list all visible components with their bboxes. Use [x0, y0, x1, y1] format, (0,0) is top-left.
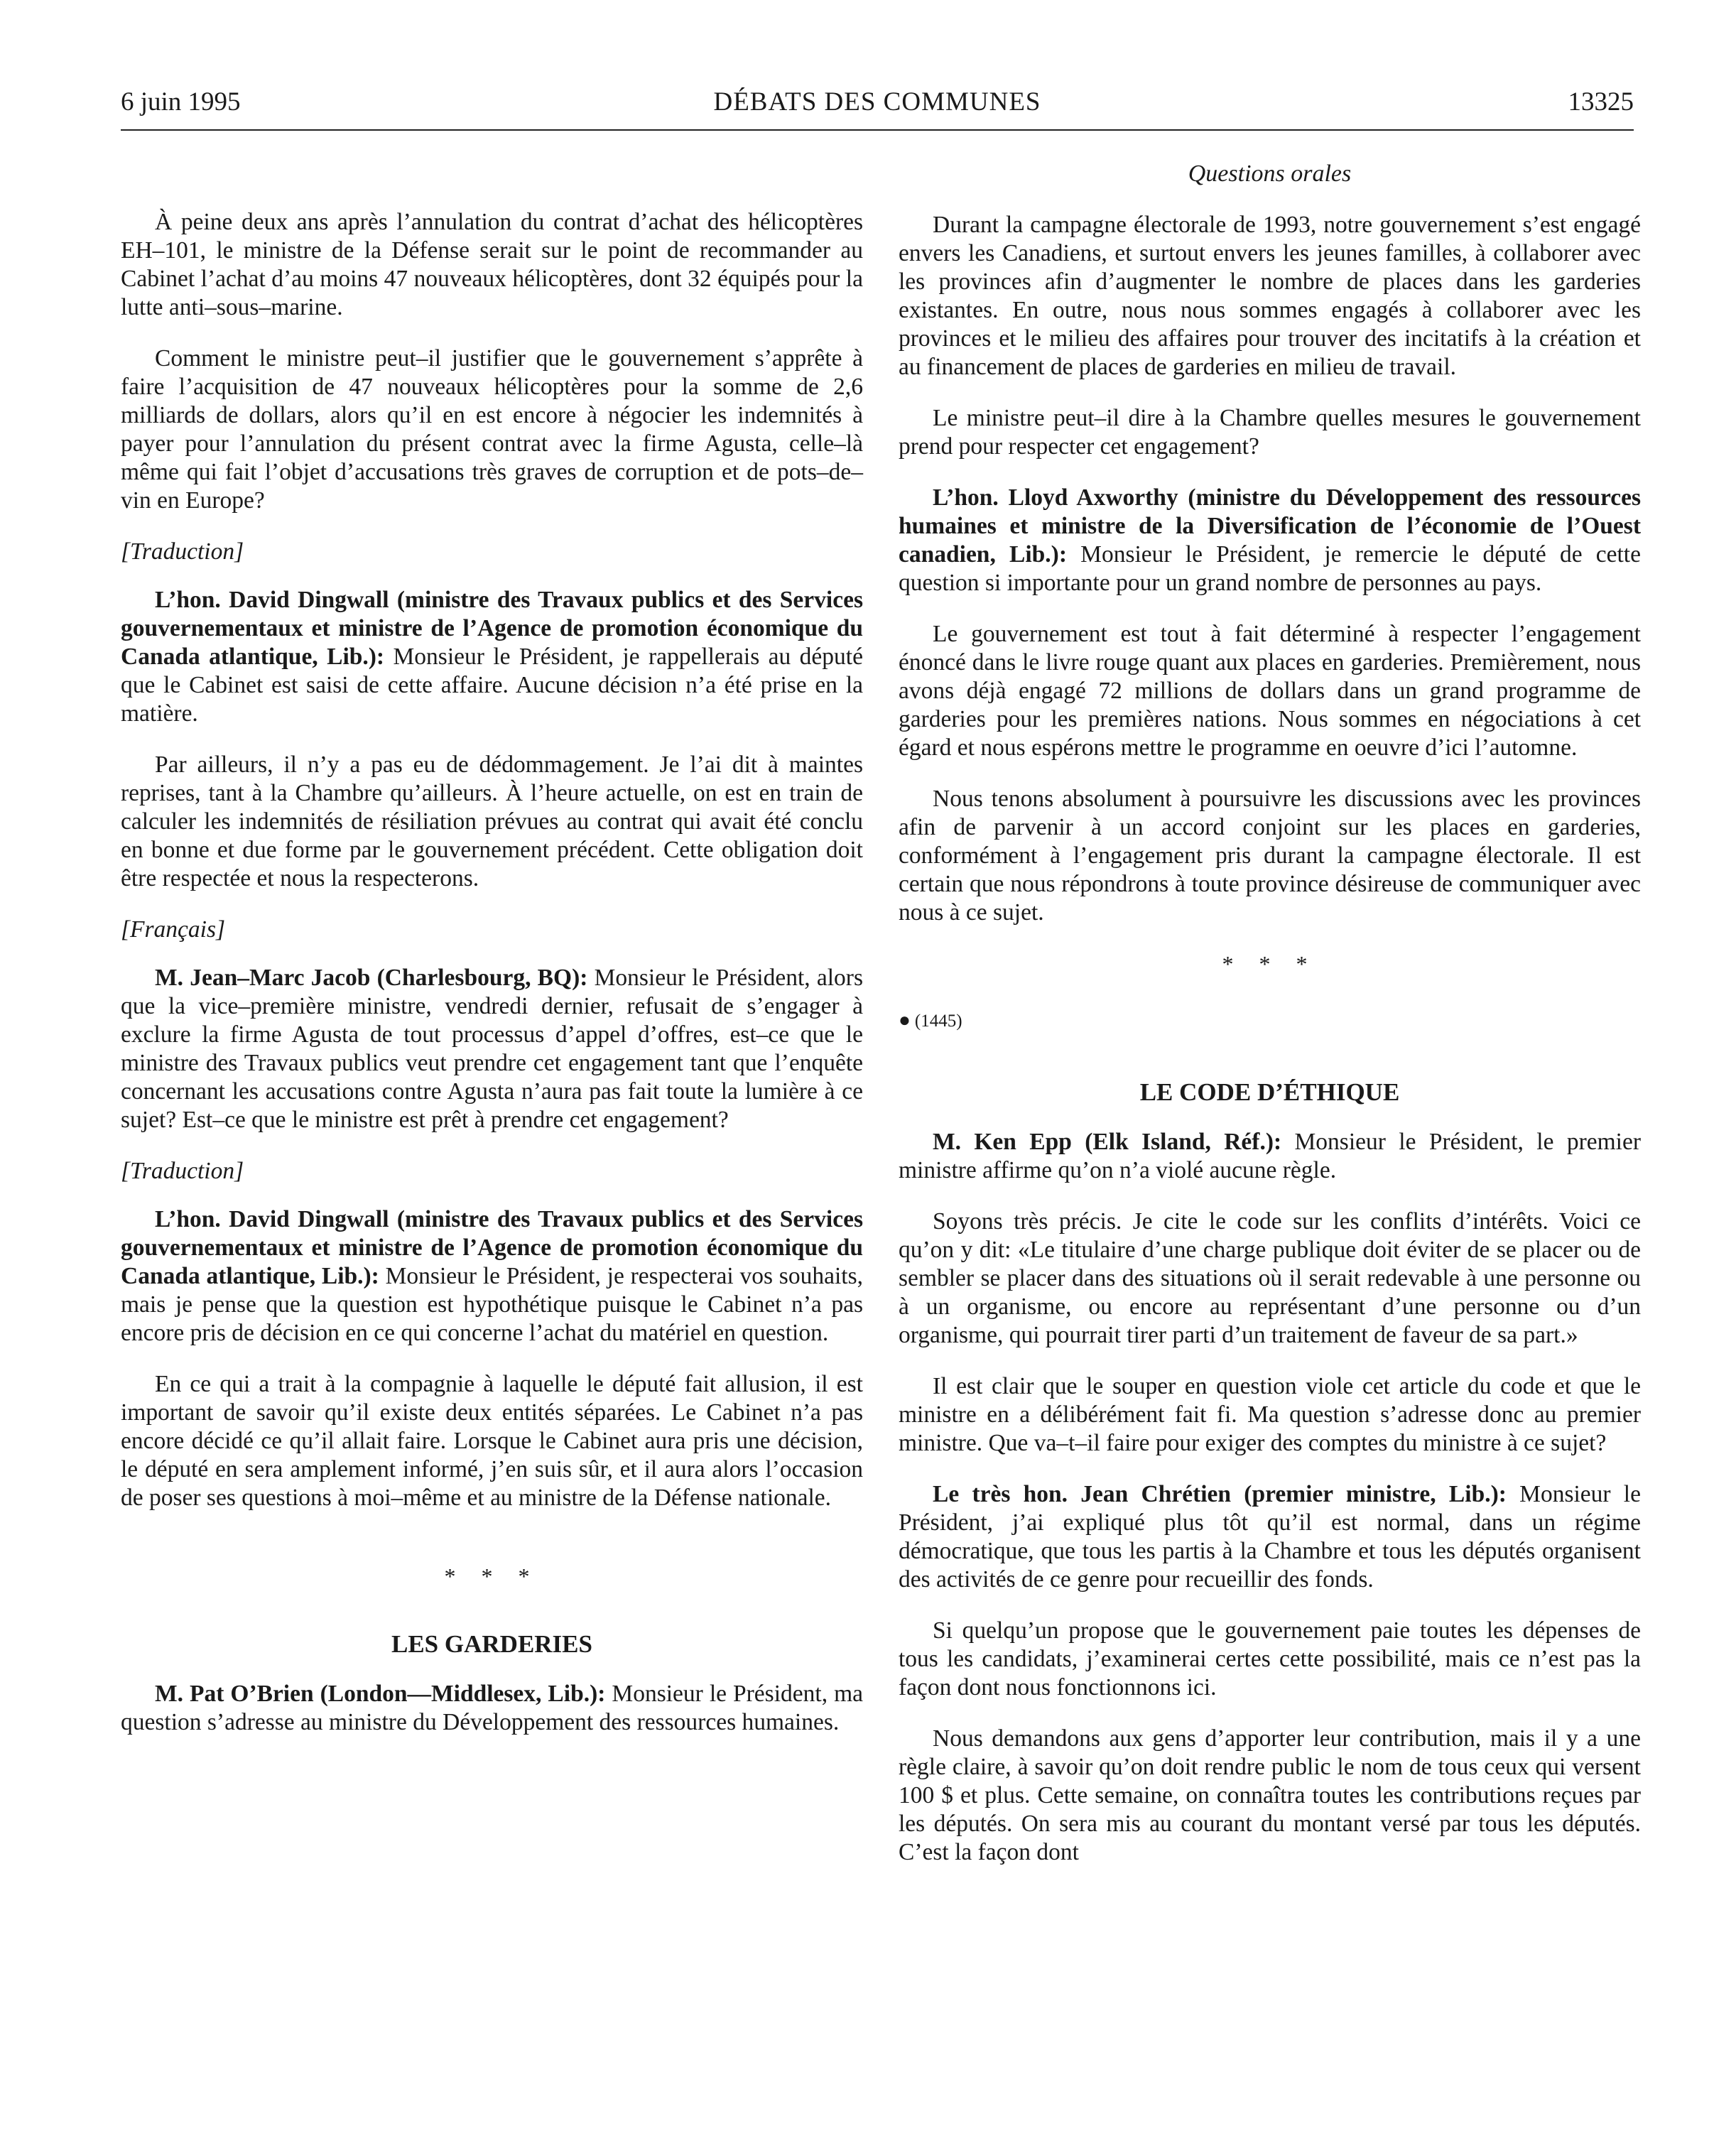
speech-paragraph: [899, 484, 1641, 597]
time-stamp-text: (1445): [914, 1011, 962, 1031]
header-page-number: 13325: [1568, 87, 1634, 116]
speaker-name: M. Pat O’Brien (London—Middlesex, Lib.):: [155, 1681, 606, 1707]
paragraph: Nous tenons absolument à poursuivre les discussions avec les provinces afin de parvenir à un accord conjoint sur les places en garderies, conformément à l’engagement pris durant la campagne électorale. Il est certain que nous répondrons à toute province désireuse de communiquer avec nous à ce sujet.: [899, 786, 1641, 926]
language-marker: [Traduction]: [121, 538, 244, 565]
paragraph: Comment le ministre peut–il justifier que le gouvernement s’apprête à faire l’acquisition de 47 nouveaux hélicoptères pour la somme de 2,6 milliards de dollars, alors qu’il en est encore à négocier les indemnités à payer pour l’annulation du présent contrat avec la firme Agusta, celle–là même qui fait l’objet d’accusations très graves de corruption et de pots–de–vin en Europe?: [121, 345, 863, 514]
left-column: [121, 160, 863, 2106]
bullet-icon: ●: [899, 1009, 911, 1031]
page-header: [121, 84, 1634, 131]
speech-text: Monsieur le Président, je rappellerais au député que le Cabinet est saisi de cette affaire. Aucune décision n’a été prise en la matière.: [121, 644, 863, 727]
speaker-name: M. Ken Epp (Elk Island, Réf.):: [933, 1129, 1282, 1155]
speech-text: Monsieur le Président, je remercie le député de cette question si importante pour un grand nombre de personnes au pays.: [899, 541, 1641, 596]
section-separator: * * *: [444, 1563, 540, 1589]
paragraph: Nous demandons aux gens d’apporter leur contribution, mais il y a une règle claire, à savoir qu’on doit rendre public le nom de tous ceux qui versent 100 $ et plus. Cette semaine, on connaîtra toutes les contributions reçues par les députés. On sera mis au courant du montant versé par tous les députés. C’est la façon dont: [899, 1725, 1641, 1865]
speaker-name: L’hon. David Dingwall (ministre des Travaux publics et des Services gouvernementaux et ministre de l’Agence de promotion économique du Canada atlantique, Lib.):: [121, 587, 863, 670]
header-date: 6 juin 1995: [121, 87, 241, 116]
section-separator: * * *: [1222, 951, 1318, 977]
paragraph: Par ailleurs, il n’y a pas eu de dédommagement. Je l’ai dit à maintes reprises, tant à la Chambre qu’ailleurs. À l’heure actuelle, on est en train de calculer les indemnités de résiliation prévues au contrat qui avait été conclu en bonne et due forme par le gouvernement précédent. Cette obligation doit être respectée et nous la respecterons.: [121, 752, 863, 891]
language-marker: [Français]: [121, 916, 226, 943]
speech-text: Monsieur le Président, le premier ministre affirme qu’on n’a violé aucune règle.: [899, 1129, 1641, 1183]
section-heading: LE CODE D’ÉTHIQUE: [1139, 1078, 1400, 1106]
time-stamp: [899, 1007, 1641, 1036]
paragraph: Il est clair que le souper en question viole cet article du code et que le ministre en a délibérément fait fi. Ma question s’adresse donc au premier ministre. Que va–t–il faire pour exiger des comptes du ministre à ce sujet?: [899, 1373, 1641, 1456]
paragraph: Durant la campagne électorale de 1993, notre gouvernement s’est engagé envers les Canadiens, et surtout envers les jeunes familles, à collaborer avec les provinces afin d’augmenter le nombre de places dans les garderies existantes. En outre, nous nous sommes engagés à collaborer avec les provinces et le milieu des affaires pour trouver des incitatifs à la création et au financement de places de garderies en milieu de travail.: [899, 212, 1641, 380]
speaker-name: Le très hon. Jean Chrétien (premier ministre, Lib.):: [933, 1481, 1507, 1507]
speech-text: Monsieur le Président, j’ai expliqué plus tôt qu’il est normal, dans un régime démocratique, que tous les partis à la Chambre et tous les députés organisent des activités de ce genre pour recueillir des fonds.: [899, 1481, 1641, 1593]
paragraph: Soyons très précis. Je cite le code sur les conflits d’intérêts. Voici ce qu’on y dit: «Le titulaire d’une charge publique doit éviter de se placer ou de sembler se placer dans des situations où il serait redevable à une personne ou à un organisme, ou encore au représentant d’une personne ou d’un organisme, qui pourrait tirer parti d’un traitement de faveur de sa part.»: [899, 1208, 1641, 1348]
speaker-name: L’hon. Lloyd Axworthy (ministre du Développement des ressources humaines et ministre de la Diversification de l’économie de l’Ouest canadien, Lib.):: [899, 484, 1641, 568]
language-marker: [Traduction]: [121, 1158, 244, 1184]
speaker-name: L’hon. David Dingwall (ministre des Travaux publics et des Services gouvernementaux et ministre de l’Agence de promotion économique du Canada atlantique, Lib.):: [121, 1206, 863, 1289]
running-title: Questions orales: [1188, 161, 1352, 187]
speech-paragraph: [121, 1205, 863, 1347]
speech-paragraph: [121, 964, 863, 1134]
speech-paragraph: [121, 1680, 863, 1737]
section-heading: LES GARDERIES: [391, 1630, 592, 1658]
speech-paragraph: [899, 1480, 1641, 1594]
paragraph: Le gouvernement est tout à fait déterminé à respecter l’engagement énoncé dans le livre rouge quant aux places en garderies. Premièrement, nous avons déjà engagé 72 millions de dollars dans un grand programme de garderies pour les premières nations. Nous sommes en négociations à cet égard et nous espérons mettre le programme en oeuvre d’ici l’automne.: [899, 621, 1641, 761]
speech-text: Monsieur le Président, je respecterai vos souhaits, mais je pense que la question est hypothétique puisque le Cabinet n’a pas encore pris de décision en ce qui concerne l’achat du matériel en question.: [121, 1263, 863, 1346]
speech-text: Monsieur le Président, ma question s’adresse au ministre du Développement des ressources humaines.: [121, 1681, 864, 1735]
paragraph: Si quelqu’un propose que le gouvernement paie toutes les dépenses de tous les candidats, j’examinerai certes cette possibilité, mais ce n’est pas la façon dont nous fonctionnons ici.: [899, 1617, 1641, 1700]
paragraph: En ce qui a trait à la compagnie à laquelle le député fait allusion, il est important de savoir qu’il existe deux entités séparées. Le Cabinet n’a pas encore décidé ce qu’il allait faire. Lorsque le Cabinet aura pris une décision, le député en sera amplement informé, j’en suis sûr, et il aura alors l’occasion de poser ses questions à moi–même et au ministre de la Défense nationale.: [121, 1371, 863, 1511]
right-column: [899, 160, 1641, 2106]
speech-paragraph: [899, 1128, 1641, 1185]
paragraph: Le ministre peut–il dire à la Chambre quelles mesures le gouvernement prend pour respecter cet engagement?: [899, 405, 1641, 460]
paragraph: À peine deux ans après l’annulation du contrat d’achat des hélicoptères EH–101, le ministre de la Défense serait sur le point de recommander au Cabinet l’achat d’au moins 47 nouveaux hélicoptères, dont 32 équipés pour la lutte anti–sous–marine.: [121, 209, 863, 320]
speech-paragraph: [121, 586, 863, 728]
speech-text: Monsieur le Président, alors que la vice–première ministre, vendredi dernier, refusait de s’engager à exclure la firme Agusta de tout processus d’appel d’offres, est–ce que le ministre des Travaux publics veut prendre cet engagement tant que l’enquête concernant les accusations contre Agusta n’aura pas fait toute la lumière à ce sujet? Est–ce que le ministre est prêt à prendre cet engagement?: [121, 965, 863, 1133]
speaker-name: M. Jean–Marc Jacob (Charlesbourg, BQ):: [155, 965, 588, 991]
header-journal-title: DÉBATS DES COMMUNES: [713, 87, 1041, 116]
